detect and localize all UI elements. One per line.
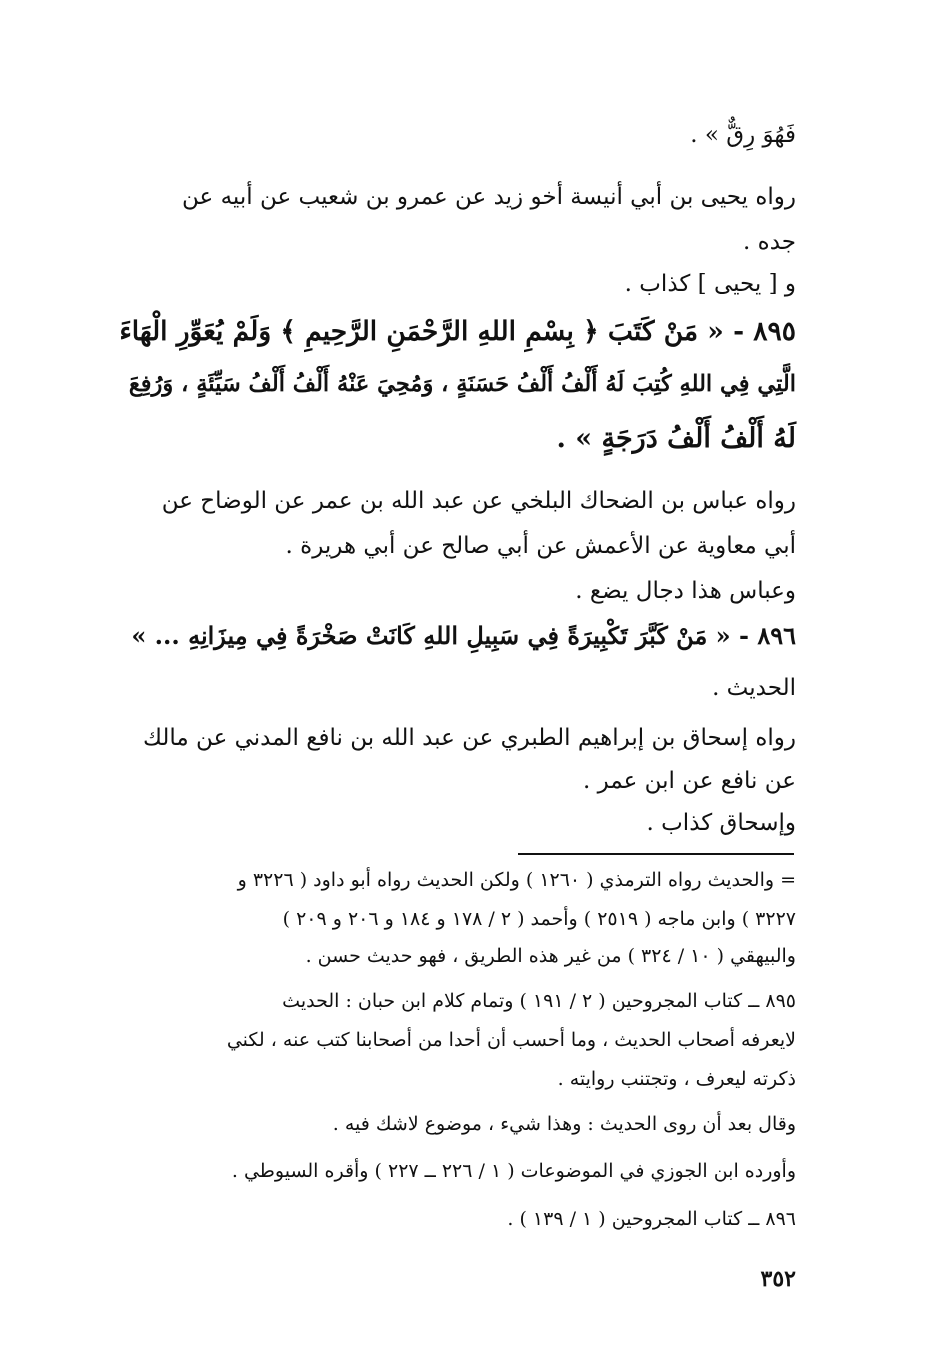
hadith-line: ٨٩٥ - « مَنْ كَتَبَ ﴿ بِسْمِ اللهِ الرَّحْمَنِ الرَّحِيمِ ﴾ وَلَمْ يُعَوِّرِ الْهَاءَ — [119, 316, 796, 347]
text-line: جده . — [743, 229, 796, 255]
text-line: و [ يحيى ] كذاب . — [624, 271, 796, 297]
footnote-line: لايعرفه أصحاب الحديث ، وما أحسب أن أحدا من أصحابنا كتب عنه ، لكني — [226, 1029, 796, 1051]
footnote-line: ٣٢٢٧ ) وابن ماجه ( ٢٥١٩ ) وأحمد ( ٢ / ١٧٨ و ١٨٤ و ٢٠٦ و ٢٠٩ ) — [282, 908, 796, 930]
text-line: الحديث . — [712, 675, 796, 701]
page-number: ٣٥٢ — [760, 1266, 796, 1292]
footnote-line: والبيهقي ( ١٠ / ٣٢٤ ) من غير هذه الطريق ، فهو حديث حسن . — [305, 945, 796, 967]
hadith-line: ٨٩٦ - « مَنْ كَبَّرَ تَكْبِيرَةً فِي سَبِيلِ اللهِ كَانَتْ صَخْرَةً فِي مِيزَانِهِ ... » — [131, 621, 796, 650]
footnote-line: ٨٩٥ ــ كتاب المجروحين ( ٢ / ١٩١ ) وتمام كلام ابن حبان : الحديث — [282, 990, 796, 1012]
footnote-line: وأورده ابن الجوزي في الموضوعات ( ١ / ٢٢٦ ــ ٢٢٧ ) وأقره السيوطي . — [231, 1160, 796, 1182]
text-line: رواه عباس بن الضحاك البلخي عن عبد الله بن عمر عن الوضاح عن — [161, 488, 796, 514]
footnote-separator — [518, 853, 794, 855]
text-line: رواه يحيى بن أبي أنيسة أخو زيد عن عمرو بن شعيب عن أبيه عن — [182, 184, 796, 210]
text-line: وإسحاق كذاب . — [646, 810, 796, 836]
text-line: عن نافع عن ابن عمر . — [583, 768, 796, 794]
text-line: رواه إسحاق بن إبراهيم الطبري عن عبد الله بن نافع المدني عن مالك — [143, 725, 796, 751]
hadith-line: لَهُ أَلْفُ أَلْفُ دَرَجَةٍ » . — [556, 423, 796, 454]
text-line: وعباس هذا دجال يضع . — [575, 578, 796, 604]
hadith-line: الَّتِي فِي اللهِ كُتِبَ لَهُ أَلْفُ أَلْفُ حَسَنَةٍ ، وَمُحِيَ عَنْهُ أَلْفُ أَلْفُ سَيِّئَةٍ ، وَرُفِعَ — [128, 371, 796, 397]
text-line: أبي معاوية عن الأعمش عن أبي صالح عن أبي هريرة . — [285, 533, 796, 559]
footnote-line: وقال بعد أن روى الحديث : وهذا شيء ، موضوع لاشك فيه . — [332, 1113, 796, 1135]
footnote-line: ٨٩٦ ــ كتاب المجروحين ( ١ / ١٣٩ ) . — [507, 1208, 796, 1230]
text-line: فَهُوَ رِقٌّ » . — [690, 122, 796, 148]
footnote-line: = والحديث رواه الترمذي ( ١٢٦٠ ) ولكن الحديث رواه أبو داود ( ٣٢٢٦ و — [237, 869, 796, 891]
footnote-line: ذكرته ليعرف ، وتجتنب روايته . — [557, 1068, 796, 1090]
